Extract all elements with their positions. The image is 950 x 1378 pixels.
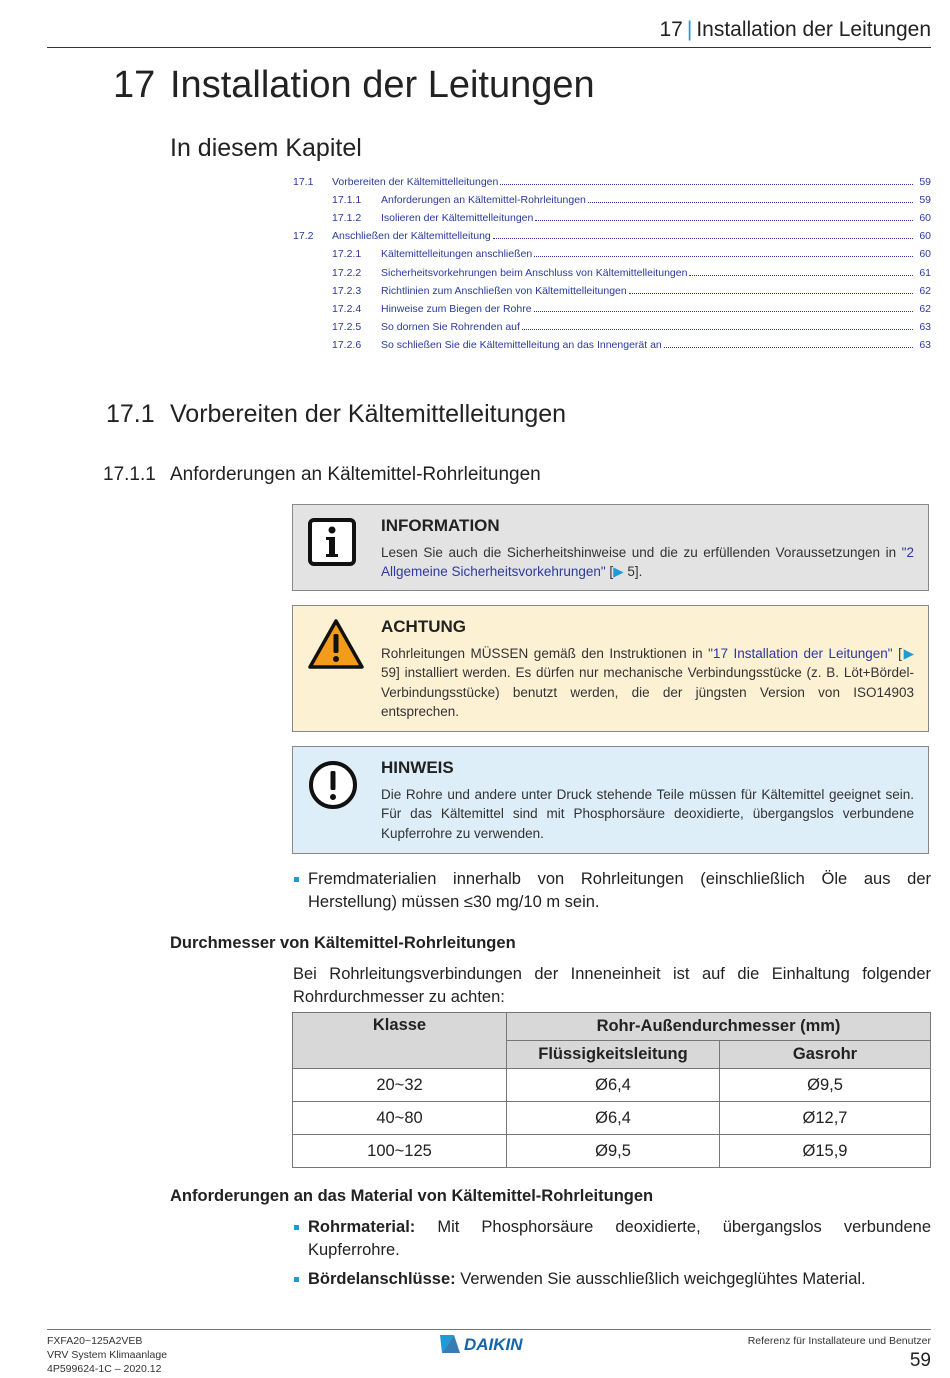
table-cell: Ø6,4 bbox=[507, 1069, 720, 1102]
toc-item-page: 60 bbox=[919, 248, 931, 261]
toc-item[interactable] bbox=[293, 321, 931, 339]
toc-item-page: 63 bbox=[919, 320, 931, 333]
table-header-row bbox=[293, 1013, 931, 1041]
notice-text: Die Rohre und andere unter Druck stehende Teile müssen für Kältemittel geeignet sein. Für das Kältemittel sind mit Phosphorsäure deoxidierte, übergangslos verbundene Kupferrohre zu verwenden. bbox=[381, 787, 914, 841]
info-link[interactable]: "2 Allgemeine Sicherheitsvorkehrungen" bbox=[381, 545, 914, 580]
information-text: Lesen Sie auch die Sicherheitshinweise und die zu erfüllenden Voraussetzungen in "2 Allgemeine Sicherheitsvorkehrungen" [▶ 5]. bbox=[381, 545, 914, 580]
svg-text:DAIKIN: DAIKIN bbox=[464, 1335, 523, 1354]
toc-item-page: 60 bbox=[919, 230, 931, 243]
col-header-class: Klasse bbox=[293, 1013, 507, 1069]
information-box bbox=[292, 504, 929, 591]
diameter-paragraph: Bei Rohrleitungsverbindungen der Inneneinheit ist auf die Einhaltung folgender Rohrdurchmesser zu achten: bbox=[293, 965, 931, 1006]
caution-box bbox=[292, 605, 929, 732]
footer-reference: Referenz für Installateure und Benutzer bbox=[747, 1335, 931, 1347]
toc-item-number: 17.2.5 bbox=[332, 320, 362, 333]
bullet-foreign-materials: Fremdmaterialien innerhalb von Rohrleitungen (einschließlich Öle aus der Herstellung) müssen ≤30 mg/10 m sein. bbox=[293, 868, 931, 914]
toc-item-page: 59 bbox=[919, 194, 931, 207]
toc-leader-dots bbox=[534, 311, 913, 312]
table-cell: Ø15,9 bbox=[720, 1135, 931, 1168]
toc-item-title: Kältemittelleitungen anschließen bbox=[381, 248, 533, 261]
warning-triangle-icon bbox=[307, 618, 365, 675]
table-row bbox=[293, 1135, 931, 1168]
material-heading: Anforderungen an das Material von Kältemittel-Rohrleitungen bbox=[170, 1187, 654, 1205]
table-cell: Ø9,5 bbox=[507, 1135, 720, 1168]
toc-item-number: 17.2.1 bbox=[332, 248, 362, 261]
toc-item-page: 62 bbox=[919, 302, 931, 315]
toc-item-number: 17.2.4 bbox=[332, 302, 362, 315]
table-row bbox=[293, 1102, 931, 1135]
footer-system: VRV System Klimaanlage bbox=[47, 1349, 168, 1361]
toc-leader-dots bbox=[629, 293, 913, 294]
toc-item-title: Anforderungen an Kältemittel-Rohrleitungen bbox=[381, 194, 586, 207]
header-rule bbox=[47, 47, 931, 48]
toc-title: In diesem Kapitel bbox=[170, 134, 362, 162]
footer-model: FXFA20~125A2VEB bbox=[47, 1335, 143, 1347]
table-cell: 20~32 bbox=[293, 1069, 507, 1102]
toc-item[interactable] bbox=[293, 339, 931, 357]
exclamation-circle-icon bbox=[307, 759, 359, 816]
diameter-heading: Durchmesser von Kältemittel-Rohrleitungen bbox=[170, 934, 516, 952]
toc-item-number: 17.2.2 bbox=[332, 266, 362, 279]
toc-item-page: 61 bbox=[919, 266, 931, 279]
toc-item-title: Anschließen der Kältemittelleitung bbox=[332, 230, 491, 243]
toc-item-number: 17.2 bbox=[293, 230, 314, 243]
toc-item-page: 60 bbox=[919, 212, 931, 225]
toc-leader-dots bbox=[493, 238, 913, 239]
toc-item[interactable] bbox=[293, 267, 931, 285]
toc-item-title: Isolieren der Kältemittelleitungen bbox=[381, 212, 534, 225]
toc-item-title: Vorbereiten der Kältemittelleitungen bbox=[332, 176, 499, 188]
caution-link[interactable]: "17 Installation der Leitungen" bbox=[708, 646, 893, 661]
notice-title: HINWEIS bbox=[381, 758, 454, 777]
information-title: INFORMATION bbox=[381, 516, 500, 535]
toc-item-number: 17.1.1 bbox=[332, 194, 362, 207]
table-cell: 100~125 bbox=[293, 1135, 507, 1168]
section-heading: 17.1 Vorbereiten der Kältemittelleitungen bbox=[106, 400, 567, 428]
toc-leader-dots bbox=[588, 202, 913, 203]
toc-leader-dots bbox=[500, 184, 913, 185]
toc-item[interactable] bbox=[293, 230, 931, 248]
running-header: 17 | Installation der Leitungen bbox=[659, 18, 931, 41]
toc-item[interactable] bbox=[293, 212, 931, 230]
daikin-logo bbox=[440, 1333, 540, 1360]
toc-item-page: 59 bbox=[919, 176, 931, 188]
col-header-gas: Gasrohr bbox=[720, 1041, 931, 1069]
toc-leader-dots bbox=[535, 220, 913, 221]
toc-item-title: So dornen Sie Rohrenden auf bbox=[381, 320, 520, 333]
toc-leader-dots bbox=[689, 275, 913, 276]
toc-item-number: 17.2.6 bbox=[332, 338, 362, 351]
table-cell: Ø6,4 bbox=[507, 1102, 720, 1135]
toc-item-page: 62 bbox=[919, 284, 931, 297]
toc-item[interactable] bbox=[293, 285, 931, 303]
notice-box bbox=[292, 746, 929, 854]
subsection-heading: 17.1.1 Anforderungen an Kältemittel-Rohrleitungen bbox=[103, 464, 541, 485]
bullet-pipe-material: Rohrmaterial: Mit Phosphorsäure deoxidierte, übergangslos verbundene Kupferrohre. bbox=[293, 1216, 931, 1262]
toc-leader-dots bbox=[522, 329, 913, 330]
bullet-flare-connections: Bördelanschlüsse: Verwenden Sie ausschließlich weichgeglühtes Material. bbox=[293, 1268, 931, 1291]
footer-doc-number: 4P599624-1C – 2020.12 bbox=[47, 1363, 162, 1375]
caution-title: ACHTUNG bbox=[381, 617, 466, 636]
toc-leader-dots bbox=[664, 347, 913, 348]
table-row bbox=[293, 1069, 931, 1102]
table-cell: 40~80 bbox=[293, 1102, 507, 1135]
toc-item-page: 63 bbox=[919, 338, 931, 351]
toc-item-title: Richtlinien zum Anschließen von Kältemittelleitungen bbox=[381, 284, 627, 297]
page-number: 59 bbox=[909, 1350, 931, 1371]
toc-item[interactable] bbox=[293, 248, 931, 266]
toc-item[interactable] bbox=[293, 303, 931, 321]
toc-leader-dots bbox=[534, 256, 913, 257]
toc-item-title: So schließen Sie die Kältemittelleitung an das Innengerät an bbox=[381, 338, 662, 351]
toc-item-number: 17.1 bbox=[293, 176, 314, 188]
footer-rule bbox=[47, 1329, 931, 1330]
toc-item-number: 17.2.3 bbox=[332, 284, 362, 297]
info-icon bbox=[307, 517, 357, 572]
col-header-liquid: Flüssigkeitsleitung bbox=[507, 1041, 720, 1069]
toc-item-number: 17.1.2 bbox=[332, 212, 362, 225]
toc-item-title: Hinweise zum Biegen der Rohre bbox=[381, 302, 532, 315]
table-cell: Ø12,7 bbox=[720, 1102, 931, 1135]
caution-text: Rohrleitungen MÜSSEN gemäß den Instruktionen in "17 Installation der Leitungen" [▶ 59] installiert werden. Es dürfen nur mechanische Verbindungsstücke (z. B. Löt+Bördel-Verbindungsstücke) benutzt werden, die der jüngsten Version von ISO14903 entsprechen. bbox=[381, 646, 914, 719]
pipe-diameter-table bbox=[292, 1012, 931, 1168]
col-header-outer-diameter: Rohr-Außendurchmesser (mm) bbox=[507, 1013, 931, 1041]
toc-item[interactable] bbox=[293, 176, 931, 194]
toc-item-title: Sicherheitsvorkehrungen beim Anschluss von Kältemittelleitungen bbox=[381, 266, 688, 279]
toc-item[interactable] bbox=[293, 194, 931, 212]
table-cell: Ø9,5 bbox=[720, 1069, 931, 1102]
chapter-title: 17 Installation der Leitungen bbox=[113, 64, 595, 106]
